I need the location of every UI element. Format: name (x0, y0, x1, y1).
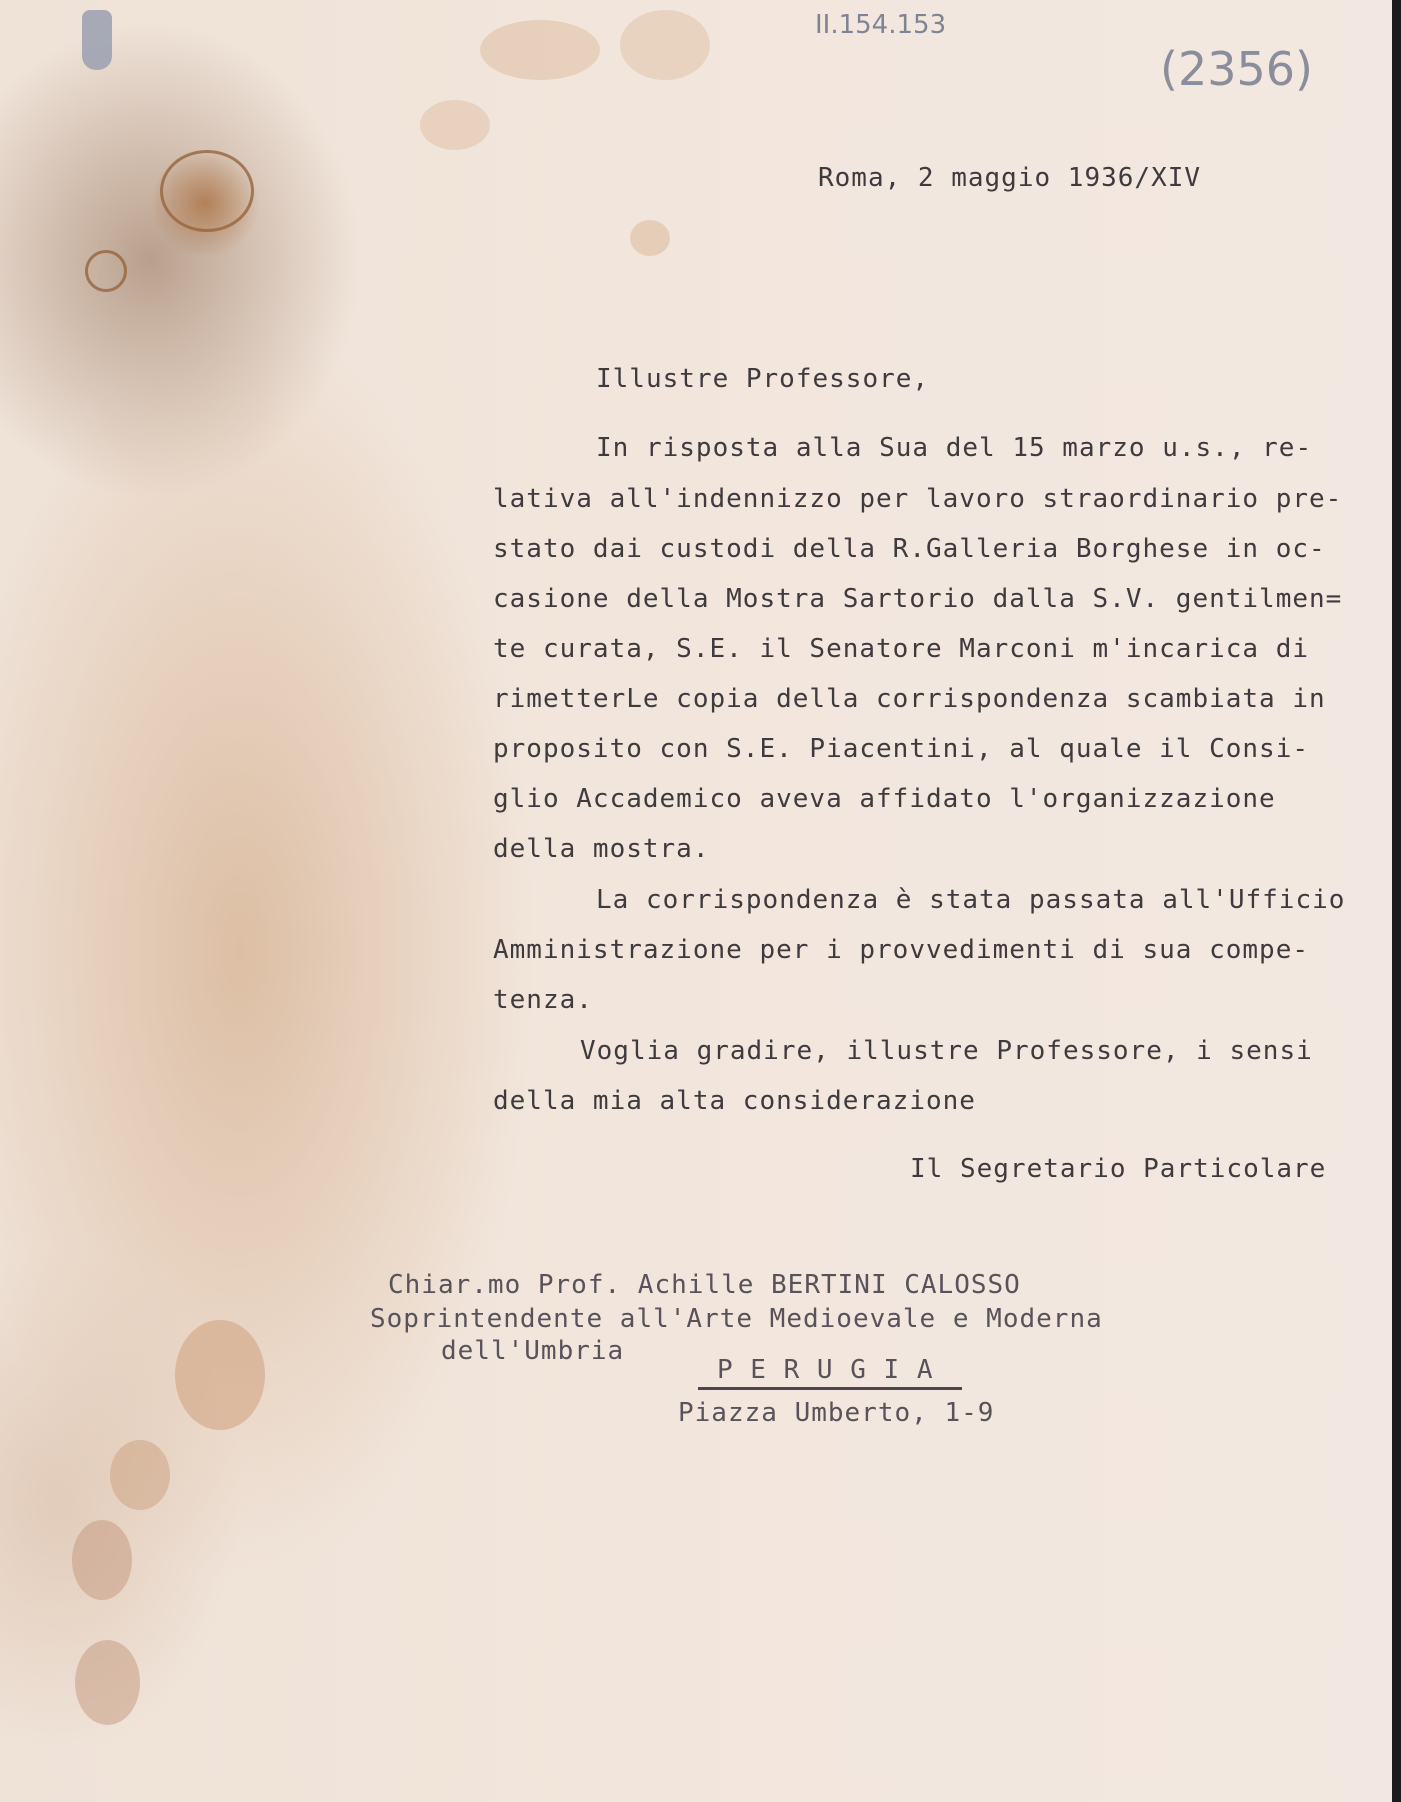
recipient-name: Chiar.mo Prof. Achille BERTINI CALOSSO (388, 1270, 1021, 1300)
recipient-region: dell'Umbria (441, 1336, 625, 1366)
salutation: Illustre Professore, (596, 364, 930, 394)
stain-spot (72, 1520, 132, 1600)
body-line: glio Accademico aveva affidato l'organizzazione (493, 784, 1276, 814)
body-line: della mia alta considerazione (493, 1086, 976, 1116)
rust-ring (160, 150, 254, 232)
body-line: proposito con S.E. Piacentini, al quale il Consi- (493, 734, 1310, 764)
stain-spot (175, 1320, 265, 1430)
body-line: La corrispondenza è stata passata all'Ufficio (596, 885, 1346, 915)
stain-spot (110, 1440, 170, 1510)
recipient-title: Soprintendente all'Arte Medioevale e Moderna (370, 1304, 1103, 1334)
body-line: lativa all'indennizzo per lavoro straordinario pre- (493, 484, 1343, 514)
body-line: della mostra. (493, 834, 710, 864)
rust-ring-small (85, 250, 127, 292)
recipient-city: P E R U G I A (717, 1355, 934, 1385)
body-line: Amministrazione per i provvedimenti di sua compe- (493, 935, 1310, 965)
archive-document-number: (2356) (1160, 42, 1313, 96)
stain-spot (630, 220, 670, 256)
body-line: rimetterLe copia della corrispondenza scambiata in (493, 684, 1326, 714)
archive-reference: II.154.153 (815, 10, 947, 40)
stain-spot (480, 20, 600, 80)
body-line: te curata, S.E. il Senatore Marconi m'incarica di (493, 634, 1310, 664)
recipient-address: Piazza Umberto, 1-9 (678, 1398, 995, 1428)
stain-spot (420, 100, 490, 150)
stain-spot (75, 1640, 140, 1725)
body-line: Voglia gradire, illustre Professore, i sensi (580, 1036, 1313, 1066)
stain-spot (620, 10, 710, 80)
body-line: casione della Mostra Sartorio dalla S.V. gentilmen= (493, 584, 1343, 614)
body-line: tenza. (493, 985, 593, 1015)
signature: Il Segretario Particolare (910, 1154, 1327, 1184)
city-underline (698, 1387, 962, 1390)
place-date: Roma, 2 maggio 1936/XIV (818, 163, 1202, 193)
body-line: In risposta alla Sua del 15 marzo u.s., re- (596, 433, 1313, 463)
paper-clip-mark (82, 10, 112, 70)
scan-border (1392, 0, 1401, 1802)
body-line: stato dai custodi della R.Galleria Borghese in oc- (493, 534, 1326, 564)
